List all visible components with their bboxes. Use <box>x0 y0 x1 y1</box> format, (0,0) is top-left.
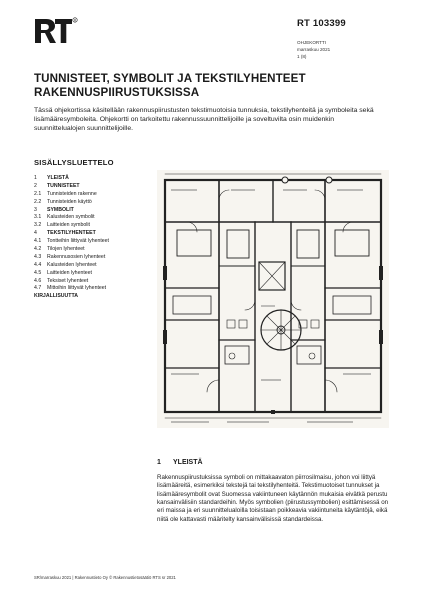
toc-item <box>34 285 154 293</box>
document-number: RT 103399 <box>297 18 346 29</box>
toc-item <box>34 270 154 278</box>
document-type: OHJEKORTTI <box>297 40 327 45</box>
toc-item-label: Kalusteiden lyhenteet <box>47 261 97 268</box>
toc-item <box>34 278 154 286</box>
toc-item-label: SYMBOLIT <box>47 206 74 213</box>
toc-item-label: Tontteihin liittyvät lyhenteet <box>47 238 109 245</box>
svg-text:R: R <box>73 18 77 23</box>
toc-item-label: Kalusteiden symbolit <box>47 214 95 221</box>
toc-item-label: Mittoihin liittyvät lyhenteet <box>47 285 107 292</box>
floor-plan-illustration <box>157 170 389 428</box>
toc-item-number: 3 <box>34 206 37 213</box>
toc-item <box>34 238 154 246</box>
toc-item <box>34 254 154 262</box>
toc-item-number: 2.1 <box>34 190 42 197</box>
toc-item <box>34 191 154 199</box>
toc-item-number: 4.1 <box>34 238 42 245</box>
section-title: YLEISTÄ <box>173 459 203 466</box>
toc-item <box>34 293 154 301</box>
title-line-2: RAKENNUSPIIRUSTUKSISSA <box>34 85 200 99</box>
title-line-1: TUNNISTEET, SYMBOLIT JA TEKSTILYHENTEET <box>34 72 306 85</box>
toc-item-number: 4.3 <box>34 253 42 260</box>
toc-item-number: 4.6 <box>34 277 42 284</box>
toc-item-number: 4.7 <box>34 285 42 292</box>
toc-item-number: 3.1 <box>34 214 42 221</box>
section-number: 1 <box>157 459 161 466</box>
toc-item-label: Laitteiden lyhenteet <box>47 269 92 276</box>
toc-item <box>34 175 154 183</box>
toc-item <box>34 222 154 230</box>
toc-item-number: 3.2 <box>34 222 42 229</box>
rt-logo <box>34 16 78 46</box>
rt-logo-mark <box>34 16 78 46</box>
toc-item-label: Teksiset lyhenteet <box>47 277 89 284</box>
toc-item-label: Tilojen lyhenteet <box>47 246 85 253</box>
toc-item <box>34 246 154 254</box>
toc-item-label: Rakennusosien lyhenteet <box>47 253 106 260</box>
toc-heading: SISÄLLYSLUETTELO <box>34 158 114 167</box>
toc-item-number: 4.4 <box>34 261 42 268</box>
toc-item <box>34 230 154 238</box>
document-meta <box>297 39 330 60</box>
floor-plan-drawing <box>157 170 389 428</box>
section-body: Rakennuspiirustuksissa symboli on mittakaavaton piirrosilmaisu, johon voi liittyä lisämääreitä, esimerkiksi tekstejä tai tekstilyhenteitä. Tekstimuotoiset tunnukset ja lisämääresymbolit ovat Suomessa vakiintuneen käytännön mukaisia eivätkä perustu kansainvälisiin standardeihin. Myös symbolien (piirustussymbolien) esittämisessä on eri maissa ja eri suunnittelualoilla toisistaan poikkeavia vakiintuneita käytäntöjä, eikä niitä ole kattavasti määritelty kansainvälisissä standardeissa. <box>157 474 389 523</box>
toc-item-label: KIRJALLISUUTTA <box>34 293 78 300</box>
page-footer: SR/marraskuu 2021 | Rakennustieto Oy © Rakennustietosäätiö RTS sr 2021 <box>34 575 176 580</box>
toc-item-number: 4.2 <box>34 246 42 253</box>
page-title <box>34 72 394 99</box>
toc-item-label: Tunnisteiden käyttö <box>47 198 92 205</box>
toc-item-label: Tunnisteiden rakenne <box>47 190 97 197</box>
toc-item-label: Laitteiden symbolit <box>47 222 90 229</box>
toc-item-number: 1 <box>34 175 37 181</box>
table-of-contents <box>34 175 154 301</box>
toc-item <box>34 183 154 191</box>
toc-item-number: 4.5 <box>34 269 42 276</box>
toc-item <box>34 262 154 270</box>
document-date: marraskuu 2021 <box>297 47 331 52</box>
toc-item-label: TUNNISTEET <box>47 182 80 189</box>
toc-item-number: 4 <box>34 230 37 237</box>
toc-item <box>34 207 154 215</box>
toc-item-number: 2.2 <box>34 198 42 205</box>
toc-item-number: 2 <box>34 182 37 189</box>
toc-item <box>34 214 154 222</box>
toc-item-label: YLEISTÄ <box>47 175 69 181</box>
intro-paragraph: Tässä ohjekortissa käsitellään rakennuspiirustusten tekstimuotoisia tunnuksia, tekstilyhenteitä ja symboleita sekä lisämääresymboleita. Ohjekortti on tarkoitettu rakennussuunnittelijoille ja soveltuvilta osin muidenkin suunnittelualojen suunnittelijoille. <box>34 107 374 133</box>
toc-item <box>34 199 154 207</box>
document-pages: 1 (8) <box>297 54 307 59</box>
toc-item-label: TEKSTILYHENTEET <box>47 230 96 237</box>
